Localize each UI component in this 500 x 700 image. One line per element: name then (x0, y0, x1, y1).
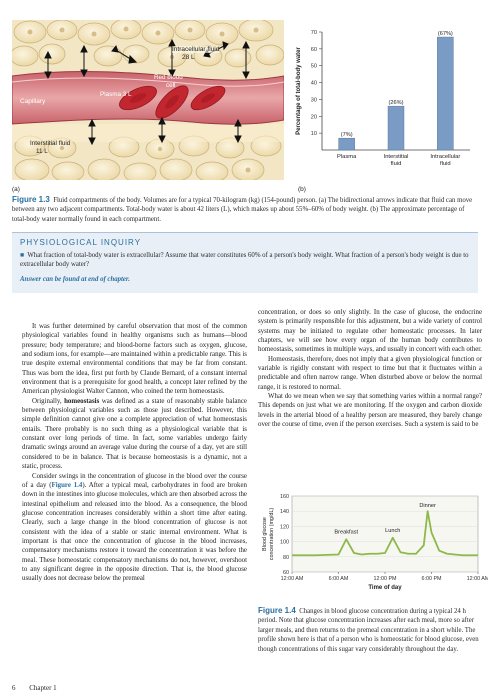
y-tick-label: 60 (283, 570, 289, 576)
label-capillary: Capillary (20, 98, 46, 105)
page-number: 6 (12, 684, 16, 692)
y-tick-label: 160 (280, 494, 289, 500)
label-intracellular-fluid: Intracellular fluid (172, 46, 220, 53)
meal-annotation: Lunch (385, 527, 401, 534)
page-footer (12, 684, 57, 692)
x-tick-label: 12:00 PM (373, 576, 397, 582)
right-column (258, 308, 482, 429)
x-category-label: fluid (390, 161, 402, 167)
left-paragraph-3 (22, 472, 247, 584)
x-tick-label: 6:00 AM (328, 576, 349, 582)
inquiry-question (20, 251, 472, 270)
inquiry-question-text: What fraction of total-body water is extracellular? Assume that water constitutes 60% of a person's body weight. What fraction of a person's body weight is due to extracellular body water? (20, 252, 469, 269)
label-interstitial-fluid: Interstitial fluid (30, 140, 71, 147)
meal-annotation: Dinner (419, 503, 436, 510)
label-cell: cell (166, 82, 176, 89)
bar (388, 106, 404, 150)
right-paragraph-1: concentration, or does so only slightly. In the case of glucose, the endocrine system is primarily responsible for this adjustment, but a wide variety of control systems may be initiated to regulate other homeostatic processes. In later chapters, we will see how every organ of the human body contributes to homeostasis, sometimes in multiple ways, and usually in concert with each other. (258, 309, 482, 354)
plot-area (292, 496, 478, 572)
right-paragraph-3: What do we mean when we say that something varies within a normal range? This depends on just what we are monitoring. If the oxygen and carbon dioxide levels in the arterial blood of a healthy person are measured, they barely change over the course of time, even if the person exercises. Such a system is said to be (258, 393, 482, 429)
left-p2-start: Originally, (32, 397, 65, 405)
y-axis-title-line-2: concentration (mg/dL) (269, 507, 275, 561)
figure-1-4-reference[interactable]: Figure 1.4 (51, 481, 83, 489)
label-red-blood: Red blood (154, 74, 183, 81)
bar-data-label: (67%) (437, 31, 453, 38)
x-category-label: Interstitial (383, 154, 409, 160)
y-tick-label: 10 (310, 131, 317, 138)
figure-1-4-caption (258, 606, 482, 654)
y-tick-label: 70 (310, 30, 317, 36)
physiological-inquiry-box (12, 232, 478, 293)
meal-annotation: Breakfast (334, 529, 359, 536)
y-axis-title: Percentage of total-body water (296, 47, 302, 135)
left-paragraph-2 (22, 397, 247, 472)
figure-1-4-line-chart (258, 490, 488, 598)
label-intracellular-volume: 28 L (182, 54, 195, 61)
label-plasma: Plasma 3 L (100, 91, 132, 98)
chapter-label: Chapter 1 (29, 684, 57, 692)
x-tick-label: 12:00 AM (466, 576, 488, 582)
left-p3-rest: ). After a typical meal, carbohydrates in food are broken down in the intestines into glucose molecules, which are then absorbed across the intestinal epithelium and released into the blood. As a consequence, the blood glucose concentration increases considerably within a short time after eating. Clearly, such a large change in the blood concentration of glucose is not consistent with the idea of a stable or static internal environment. What is important is that once the concentration of glucose in the blood increases, compensatory mechanisms restore it toward the concentration it was before the meal. These homeostatic compensatory mechanisms do not, however, overshoot to any significant degree in the opposite direction. That is, the blood glucose usually does not decrease below the premeal (22, 481, 247, 583)
fluid-compartments-diagram (12, 20, 284, 180)
y-tick-label: 20 (310, 114, 317, 121)
figure-1-3-caption (12, 195, 478, 224)
x-category-label: Intracellular (430, 154, 461, 160)
right-paragraph-2: Homeostasis, therefore, does not imply that a given physiological function or variable is rigidly constant with respect to time but that it fluctuates within a predictable and often narrow range. When disturbed above or below the normal range, it is restored to normal. (258, 355, 482, 391)
bullet-icon: ■ (20, 252, 26, 259)
x-tick-label: 12:00 AM (280, 576, 304, 582)
figure-1-3-caption-label: Figure 1.3 (12, 195, 50, 204)
figure-1-3-illustration (12, 20, 284, 180)
figure-1-3-caption-text: Fluid compartments of the body. Volumes are for a typical 70-kilogram (kg) (154-pound) person. (a) The bidirectional arrows indicate that fluid can move between any two adjacent compartments. Total-body water is about 42 liters (L), which makes up about 55%–60% of body weight. (b) The approximate percentage of total-body water normally found in each compartment. (12, 197, 473, 223)
bar (339, 138, 355, 150)
bar-chart-svg (290, 22, 480, 182)
left-paragraph-1: It was further determined by careful observation that most of the common physiological variables found in healthy organisms such as humans—blood pressure; body temperature; and blood-borne factors such as oxygen, glucose, and sodium ions, for example—are maintained within a predictable range. This is true despite external environmental conditions that may be far from constant. Thus was born the idea, first put forth by Claude Bernard, of a constant internal environment that is a prerequisite for good health, a concept later refined by the American physiologist Walter Cannon, who coined the term homeostasis. (22, 323, 247, 396)
inquiry-answer: Answer can be found at end of chapter. (20, 276, 130, 283)
left-p2-rest: was defined as a state of reasonably stable balance between physiological variables such as those just described. However, this simple definition cannot give one a complete appreciation of what homeostasis entails. There probably is no such thing as a physiological variable that is constant over long periods of time. In fact, some variables undergo fairly dramatic swings around an average value during the course of a day, yet are still considered to be in balance. That is because homeostasis is a dynamic, not a static, process. (22, 397, 247, 471)
panel-b-label: (b) (298, 186, 306, 193)
left-p3-start: Consider swings in the concentration of glucose in the blood over the course of a day ( (22, 472, 247, 489)
line-chart-svg (258, 490, 488, 598)
label-interstitial-volume: 11 L (36, 148, 48, 155)
y-tick-label: 100 (280, 539, 289, 546)
y-axis-title-line-1: Blood glucose (262, 517, 268, 551)
y-tick-label: 50 (310, 63, 317, 70)
homeostasis-term: homeostasis (64, 397, 100, 405)
figure-1-3-bar-chart (290, 22, 480, 182)
x-category-label: fluid (440, 161, 451, 167)
panel-a-label: (a) (12, 186, 20, 193)
bar (437, 37, 453, 150)
y-tick-label: 120 (280, 524, 289, 531)
y-tick-label: 30 (310, 97, 317, 104)
figure-1-4-caption-label: Figure 1.4 (258, 606, 296, 615)
inquiry-heading: PHYSIOLOGICAL INQUIRY (20, 238, 142, 247)
bar-data-label: (7%) (340, 132, 353, 139)
y-tick-label: 60 (310, 46, 317, 53)
figure-1-4-caption-text: Changes in blood glucose concentration during a typical 24 h period. Note that glucose concentration increases after each meal, more so after larger meals, and then returns to the premeal concentration in a short while. The profile shown here is that of a person who is homeostatic for blood glucose, even though concentrations of this sugar vary considerably throughout the day. (258, 608, 479, 653)
left-column (22, 322, 247, 584)
x-category-label: Plasma (336, 154, 357, 160)
bar-data-label: (26%) (388, 100, 404, 107)
x-tick-label: 6:00 PM (421, 576, 442, 582)
y-tick-label: 40 (310, 80, 317, 87)
y-tick-label: 80 (283, 554, 289, 561)
x-axis-title: Time of day (368, 585, 402, 591)
y-tick-label: 140 (280, 509, 289, 516)
